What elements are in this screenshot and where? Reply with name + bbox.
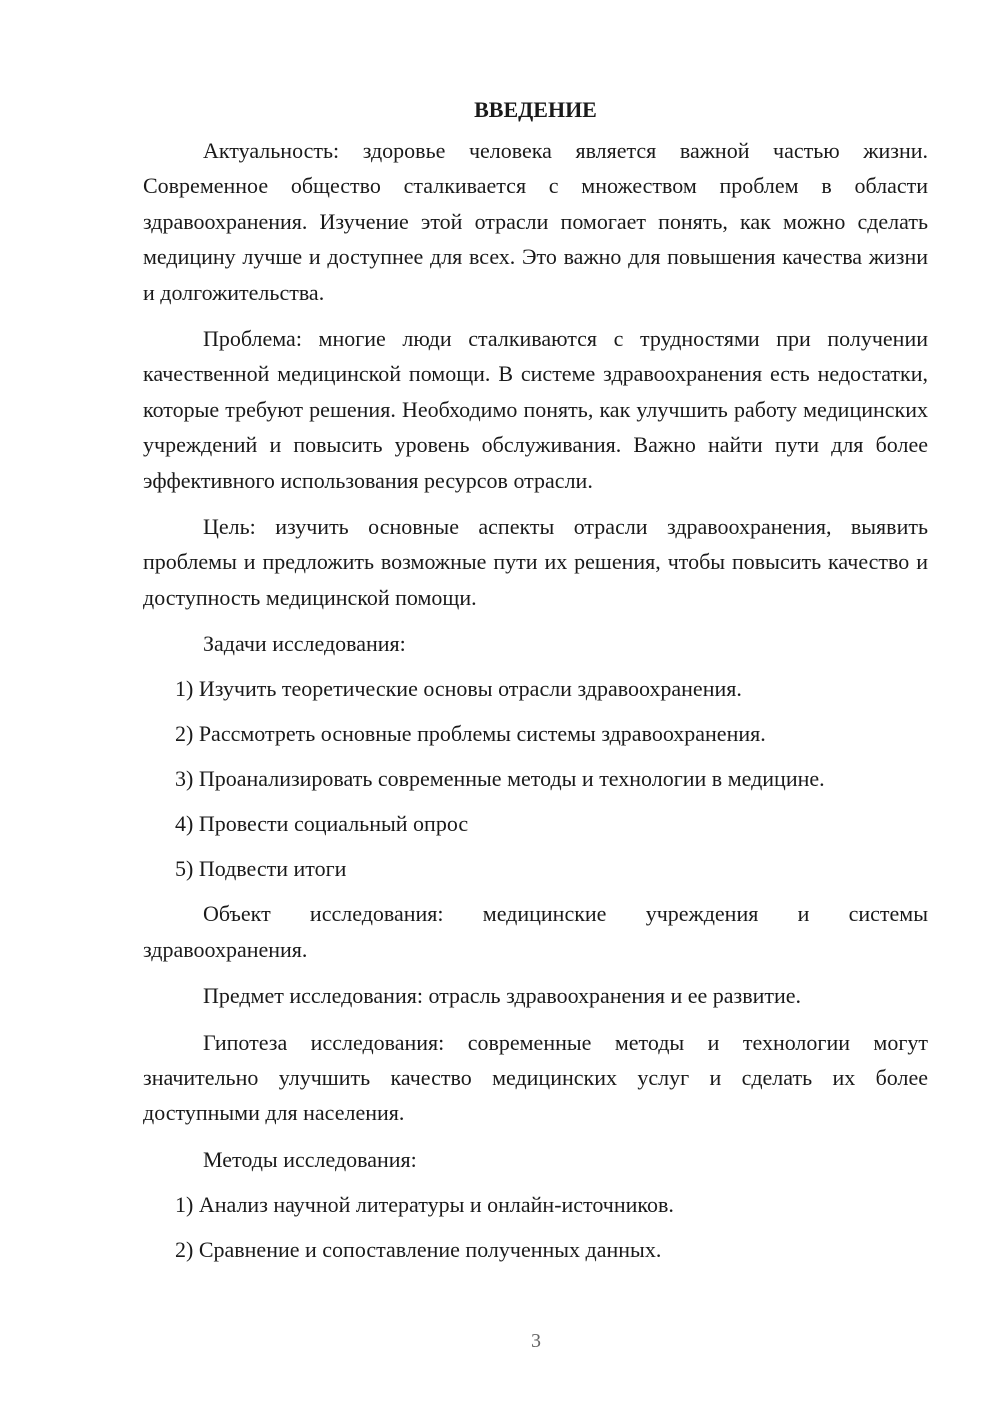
methods-heading: Методы исследования: xyxy=(203,1146,417,1172)
object-paragraph: Объект исследования: медицинские учреждения и системы здравоохранения. xyxy=(143,901,928,962)
task-item: 1) Изучить теоретические основы отрасли здравоохранения. xyxy=(175,676,742,702)
hypothesis-paragraph: Гипотеза исследования: современные методы и технологии могут значительно улучшить качество медицинских услуг и сделать их более доступными для населения. xyxy=(143,1029,928,1126)
goal-paragraph: Цель: изучить основные аспекты отрасли здравоохранения, выявить проблемы и предложить возможные пути их решения, чтобы повысить качество и доступность медицинской помощи. xyxy=(143,514,928,610)
task-item: 4) Провести социальный опрос xyxy=(175,811,469,837)
task-item: 2) Рассмотреть основные проблемы системы здравоохранения. xyxy=(175,721,766,747)
problem-paragraph: Проблема: многие люди сталкиваются с трудностями при получении качественной медицинской помощи. В системе здравоохранения есть недостатки, которые требуют решения. Необходимо понять, как улучшить работу медицинских учреждений и повысить уровень обслуживания. Важно найти пути для более эффективного использования ресурсов отрасли. xyxy=(143,326,928,493)
task-item: 5) Подвести итоги xyxy=(175,856,347,882)
relevance-paragraph: Актуальность: здоровье человека является важной частью жизни. Современное общество сталкивается с множеством проблем в области здравоохранения. Изучение этой отрасли помогает понять, как можно сделать медицину лучше и доступнее для всех. Это важно для повышения качества жизни и долгожительства. xyxy=(143,138,928,305)
tasks-heading: Задачи исследования: xyxy=(203,631,406,657)
task-item: 3) Проанализировать современные методы и технологии в медицине. xyxy=(175,766,825,792)
page-content xyxy=(143,92,928,1277)
method-item: 1) Анализ научной литературы и онлайн-источников. xyxy=(175,1191,674,1217)
page-number: 3 xyxy=(531,1330,541,1352)
method-item: 2) Сравнение и сопоставление полученных данных. xyxy=(175,1236,662,1262)
subject-paragraph: Предмет исследования: отрасль здравоохранения и ее развитие. xyxy=(203,983,802,1009)
page-title: ВВЕДЕНИЕ xyxy=(474,97,597,122)
